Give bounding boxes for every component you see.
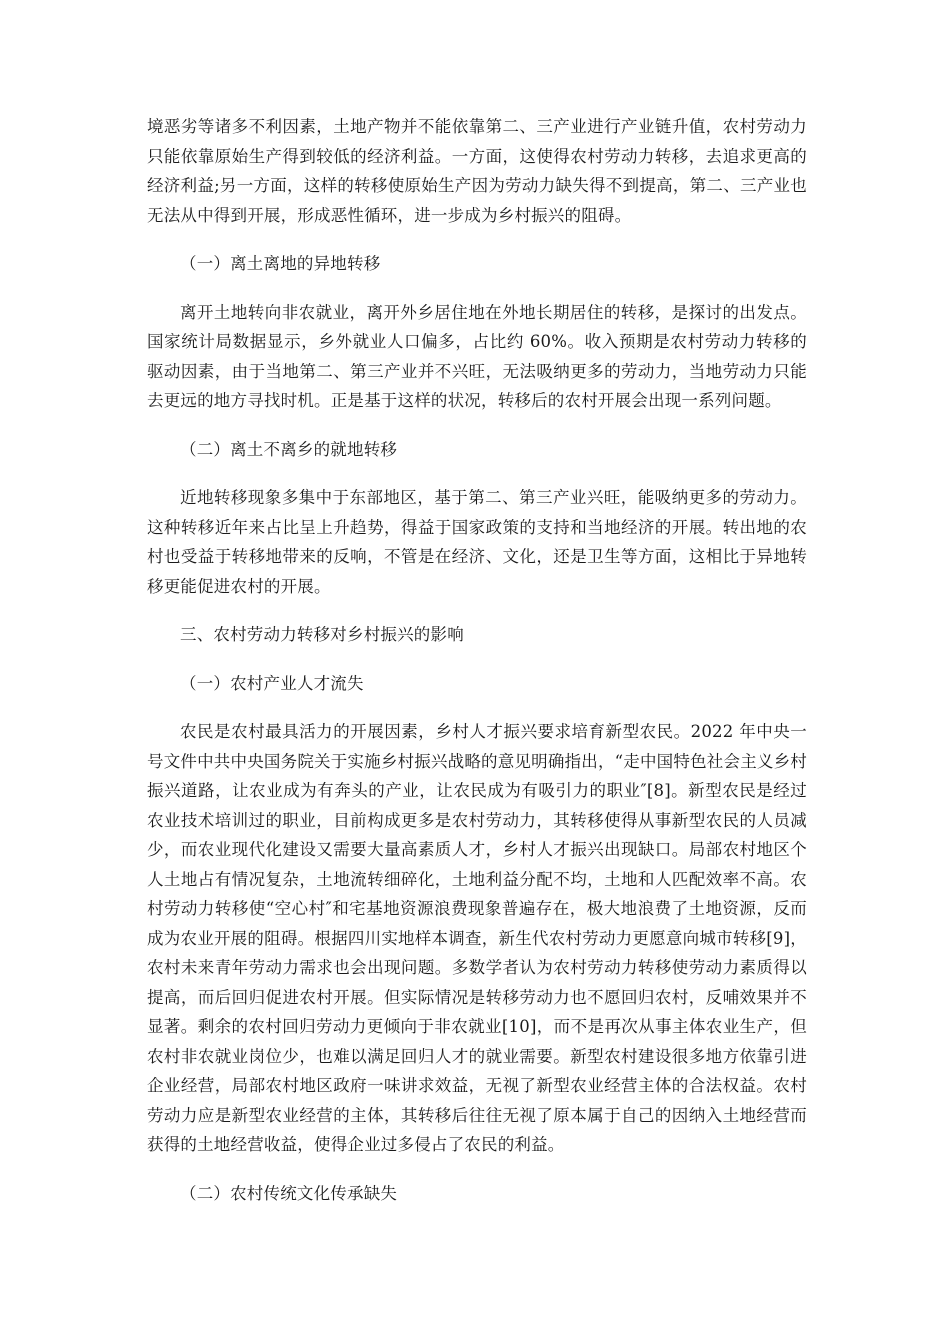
paragraph-offsite-transfer: 离开土地转向非农就业，离开外乡居住地在外地长期居住的转移，是探讨的出发点。国家统计局数据显示，乡外就业人口偏多，占比约 60%。收入预期是农村劳动力转移的驱动因素，由于当地第二、第三产业并不兴旺，无法吸纳更多的劳动力，当地劳动力只能去更远的地方寻找时机。正是基于这样的状况，转移后的农村开展会出现一系列问题。 — [147, 302, 807, 410]
chapter-heading-impact: 三、农村劳动力转移对乡村振兴的影响 — [180, 625, 464, 644]
document-page — [147, 112, 807, 1227]
paragraph-local-transfer: 近地转移现象多集中于东部地区，基于第二、第三产业兴旺，能吸纳更多的劳动力。这种转移近年来占比呈上升趋势，得益于国家政策的支持和当地经济的开展。转出地的农村也受益于转移地带来的反响，不管是在经济、文化，还是卫生等方面，这相比于异地转移更能促进农村的开展。 — [147, 488, 807, 596]
section-heading-offsite-transfer: （一）离土离地的异地转移 — [180, 254, 381, 273]
paragraph-intro-continued: 境恶劣等诸多不利因素，土地产物并不能依靠第二、三产业进行产业链升值，农村劳动力只能依靠原始生产得到较低的经济利益。一方面，这使得农村劳动力转移，去追求更高的经济利益;另一方面，这样的转移使原始生产因为劳动力缺失得不到提高，第二、三产业也无法从中得到开展，形成恶性循环，进一步成为乡村振兴的阻碍。 — [147, 117, 807, 225]
section-heading-talent-loss: （一）农村产业人才流失 — [180, 673, 364, 693]
section-heading-culture-loss: （二）农村传统文化传承缺失 — [180, 1183, 398, 1203]
section-heading-local-transfer: （二）离土不离乡的就地转移 — [180, 439, 398, 459]
paragraph-talent-loss: 农民是农村最具活力的开展因素，乡村人才振兴要求培育新型农民。2022 年中央一号文件中共中央国务院关于实施乡村振兴战略的意见明确指出，“走中国特色社会主义乡村振兴道路，让农业成为有奔头的产业，让农民成为有吸引力的职业″[8]。新型农民是经过农业技术培训过的职业，目前构成更多是农村劳动力，其转移使得从事新型农民的人员减少，而农业现代化建设又需要大量高素质人才，乡村人才振兴出现缺口。局部农村地区个人土地占有情况复杂，土地流转细碎化，土地利益分配不均，土地和人匹配效率不高。农村劳动力转移使“空心村″和宅基地资源浪费现象普遍存在，极大地浪费了土地资源，反而成为农业开展的阻碍。根据四川实地样本调查，新生代农村劳动力更愿意向城市转移[9]，农村未来青年劳动力需求也会出现问题。多数学者认为农村劳动力转移使劳动力素质得以提高，而后回归促进农村开展。但实际情况是转移劳动力也不愿回归农村，反哺效果并不显著。剩余的农村回归劳动力更倾向于非农就业[10]，而不是再次从事主体农业生产，但农村非农就业岗位少，也难以满足回归人才的就业需要。新型农村建设很多地方依靠引进企业经营，局部农村地区政府一味讲求效益，无视了新型农业经营主体的合法权益。农村劳动力应是新型农业经营的主体，其转移后往往无视了原本属于自己的因纳入土地经营而获得的土地经营收益，使得企业过多侵占了农民的利益。 — [147, 722, 807, 1154]
